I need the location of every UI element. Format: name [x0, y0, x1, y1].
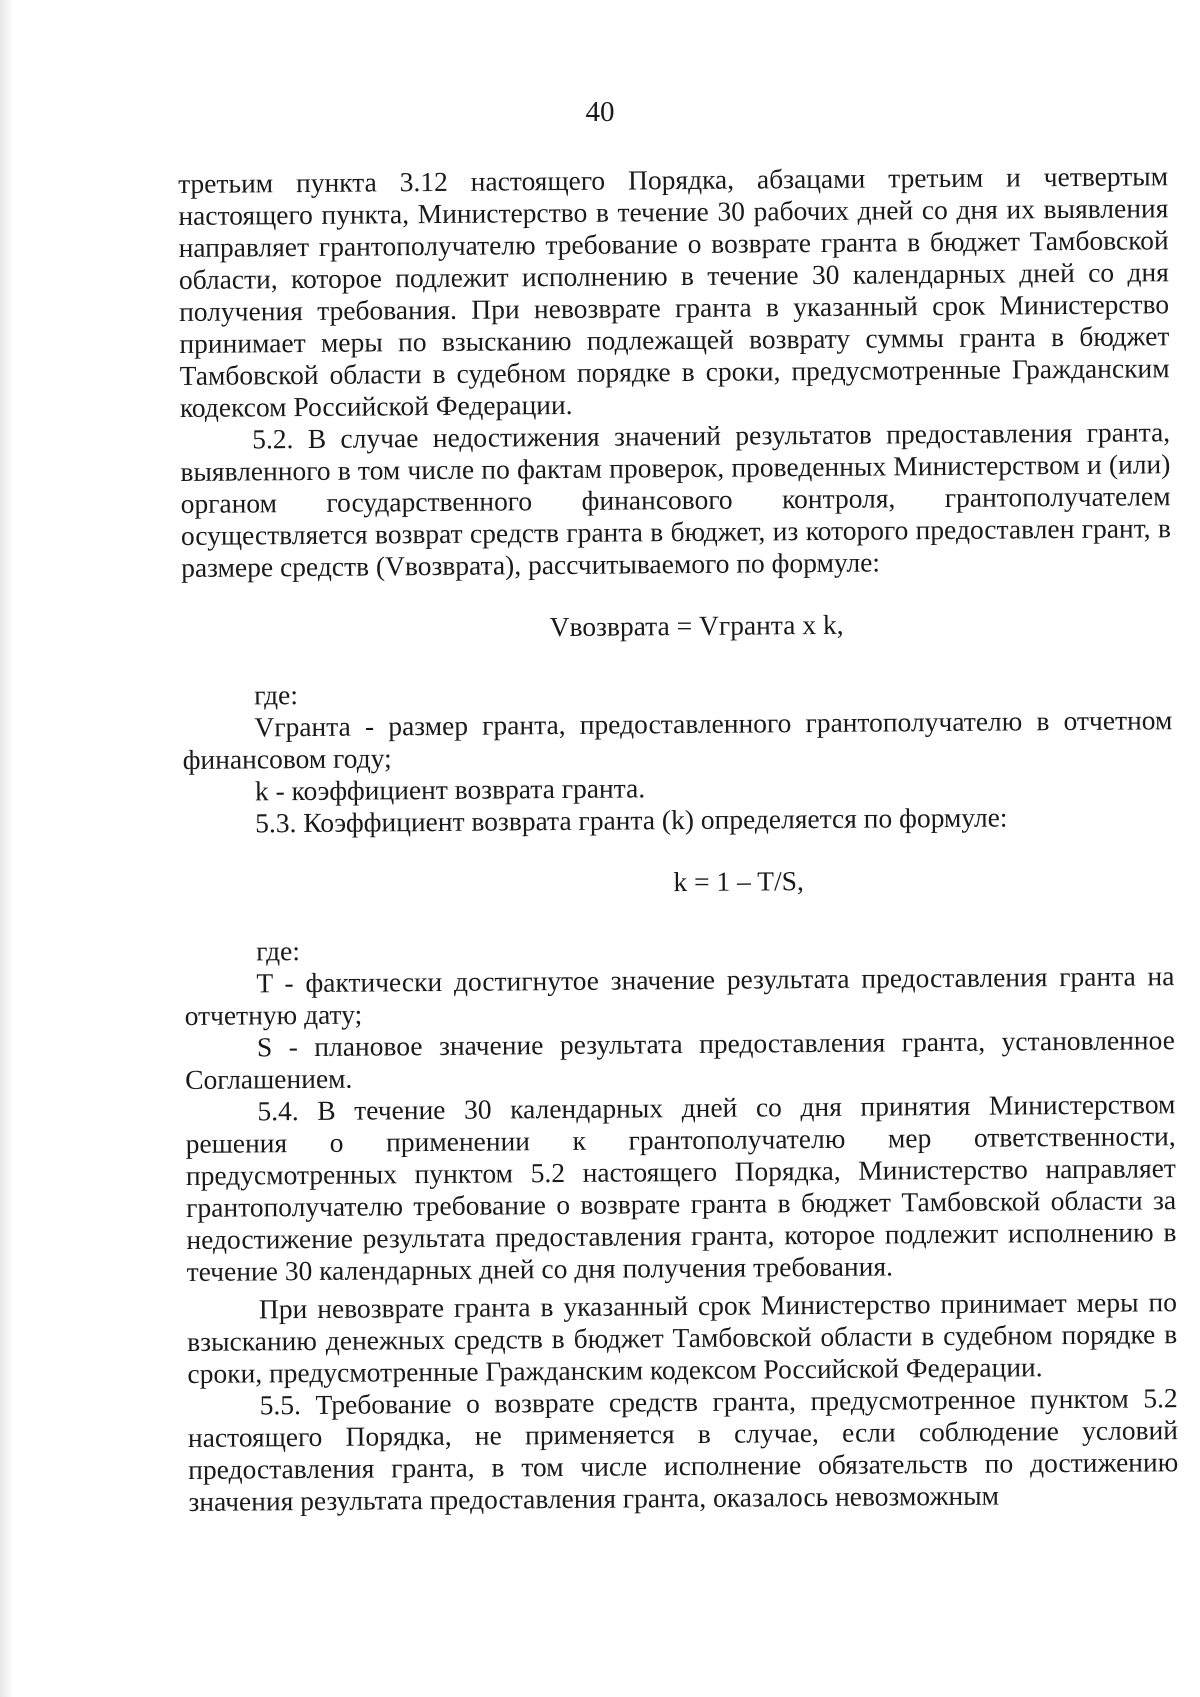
paragraph-5-4-continuation: При невозврате гранта в указанный срок Министерство принимает меры по взысканию денежных средств в бюджет Тамбовской области в судебном порядке в сроки, предусмотренные Гражданским кодексом Российской Федерации.	[187, 1286, 1178, 1389]
paragraph-5-4: 5.4. В течение 30 календарных дней со дня принятия Министерством решения о применении к грантополучателю мер ответственности, предусмотренных пунктом 5.2 настоящего Порядка, Министерство направляет грантополучателю требование о возврате гранта в бюджет Тамбовской области за недостижение результата предоставления гранта, которое подлежит исполнению в течение 30 календарных дней со дня получения требования.	[185, 1088, 1177, 1287]
document-body	[178, 160, 1179, 1518]
formula-v-return: Vвозврата = Vгранта x k,	[549, 608, 844, 643]
scan-edge	[0, 0, 14, 1697]
definition-v-granta: Vгранта - размер гранта, предоставленного грантополучателю в отчетном финансовом году;	[182, 704, 1173, 775]
paragraph-5-5: 5.5. Требование о возврате средств гранта, предусмотренное пунктом 5.2 настоящего Порядка, не применяется в случае, если соблюдение условий предоставления гранта, в том числе исполнение обязательств по достижению значения результата предоставления гранта, оказалось невозможным	[187, 1382, 1179, 1517]
where-label-2: где:	[256, 935, 301, 967]
definition-t: T - фактически достигнутое значение результата предоставления гранта на отчетную дату;	[184, 960, 1175, 1031]
paragraph-5-2: 5.2. В случае недостижения значений результатов предоставления гранта, выявленного в том числе по фактам проверок, проведенных Министерством и (или) органом государственного финансового контроля, грантополучателем осуществляется возврат средств гранта в бюджет, из которого предоставлен грант, в размере средств (Vвозврата), рассчитываемого по формуле:	[180, 416, 1171, 583]
where-label-1: где:	[254, 679, 299, 711]
definition-s: S - плановое значение результата предоставления гранта, установленное Соглашением.	[185, 1024, 1175, 1095]
paragraph-5-3: 5.3. Коэффициент возврата гранта (k) определяется по формуле:	[255, 801, 1008, 839]
paragraph-continuation: третьим пункта 3.12 настоящего Порядка, абзацами третьим и четвертым настоящего пункта, Министерство в течение 30 рабочих дней со дня их выявления направляет грантополучателю требование о возврате гранта в бюджет Тамбовской области, которое подлежит исполнению в течение 30 календарных дней со дня получения требования. При невозврате гранта в указанный срок Министерство принимает меры по взысканию подлежащей возврату суммы гранта в бюджет Тамбовской области в судебном порядке в сроки, предусмотренные Гражданским кодексом Российской Федерации.	[178, 160, 1170, 423]
definition-k: k - коэффициент возврата гранта.	[254, 772, 646, 807]
formula-k: k = 1 – T/S,	[673, 865, 804, 898]
page-number: 40	[585, 96, 615, 128]
